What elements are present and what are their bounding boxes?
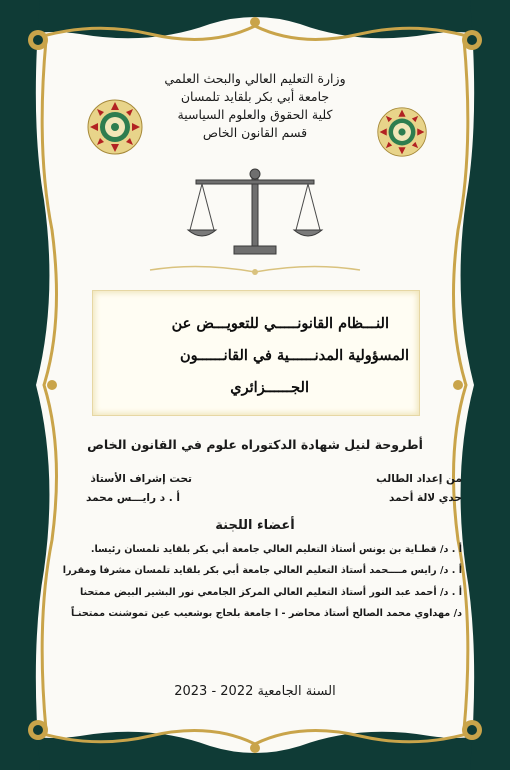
university-name: جامعة أبي بكر بلقايد تلمسان bbox=[180, 89, 330, 104]
thesis-title-line-3: الجــــــزائري bbox=[230, 379, 309, 396]
committee-member: د/ مهداوي محمد الصالح أستاذ محاضر - ا جامعة بلحاج بوشعيب عين تموشنت ممتحنـاً bbox=[71, 608, 462, 619]
supervisor-label: تحت إشراف الأستاذ bbox=[90, 473, 192, 485]
thesis-title-line-2: المسؤولية المدنــــــية في القانــــــون bbox=[180, 347, 409, 364]
student-label: من إعداد الطالب bbox=[376, 473, 462, 485]
department-name: قسم القانون الخاص bbox=[202, 125, 308, 140]
university-seal-icon bbox=[86, 98, 144, 156]
thesis-title-box bbox=[92, 290, 420, 416]
committee-title: أعضاء اللجنة bbox=[215, 518, 295, 533]
thesis-title-line-1: النـــظام القانونـــــي للتعويـــض عن bbox=[171, 315, 389, 332]
university-seal-icon bbox=[376, 106, 428, 158]
thesis-type: أطروحة لنيل شهادة الدكتوراه علوم في القانون الخاص bbox=[87, 437, 423, 452]
ministry-name: وزارة التعليم العالي والبحث العلمي bbox=[164, 71, 346, 86]
committee-member: أ . د/ قطـاية بن يونس أستاذ التعليم العالي جامعة أبي بكر بلقايد تلمسان رئيسا. bbox=[90, 544, 462, 555]
academic-year: السنة الجامعية 2022 - 2023 bbox=[174, 684, 336, 699]
justice-scale-icon bbox=[186, 168, 324, 258]
committee-member: أ . د/ رايس مــــحمد أستاذ التعليم العالي جامعة أبي بكر بلقايد تلمسان مشرفا ومقررا bbox=[62, 565, 462, 576]
supervisor-name: أ . د رايـــس محمد bbox=[86, 492, 180, 504]
student-name: حدي لالة أحمد bbox=[389, 492, 462, 504]
faculty-name: كلية الحقوق والعلوم السياسية bbox=[177, 107, 333, 122]
committee-member: أ . د/ أحمد عبد النور أستاذ التعليم العالي المركز الجامعي نور البشير البيض ممتحنا bbox=[79, 587, 462, 598]
